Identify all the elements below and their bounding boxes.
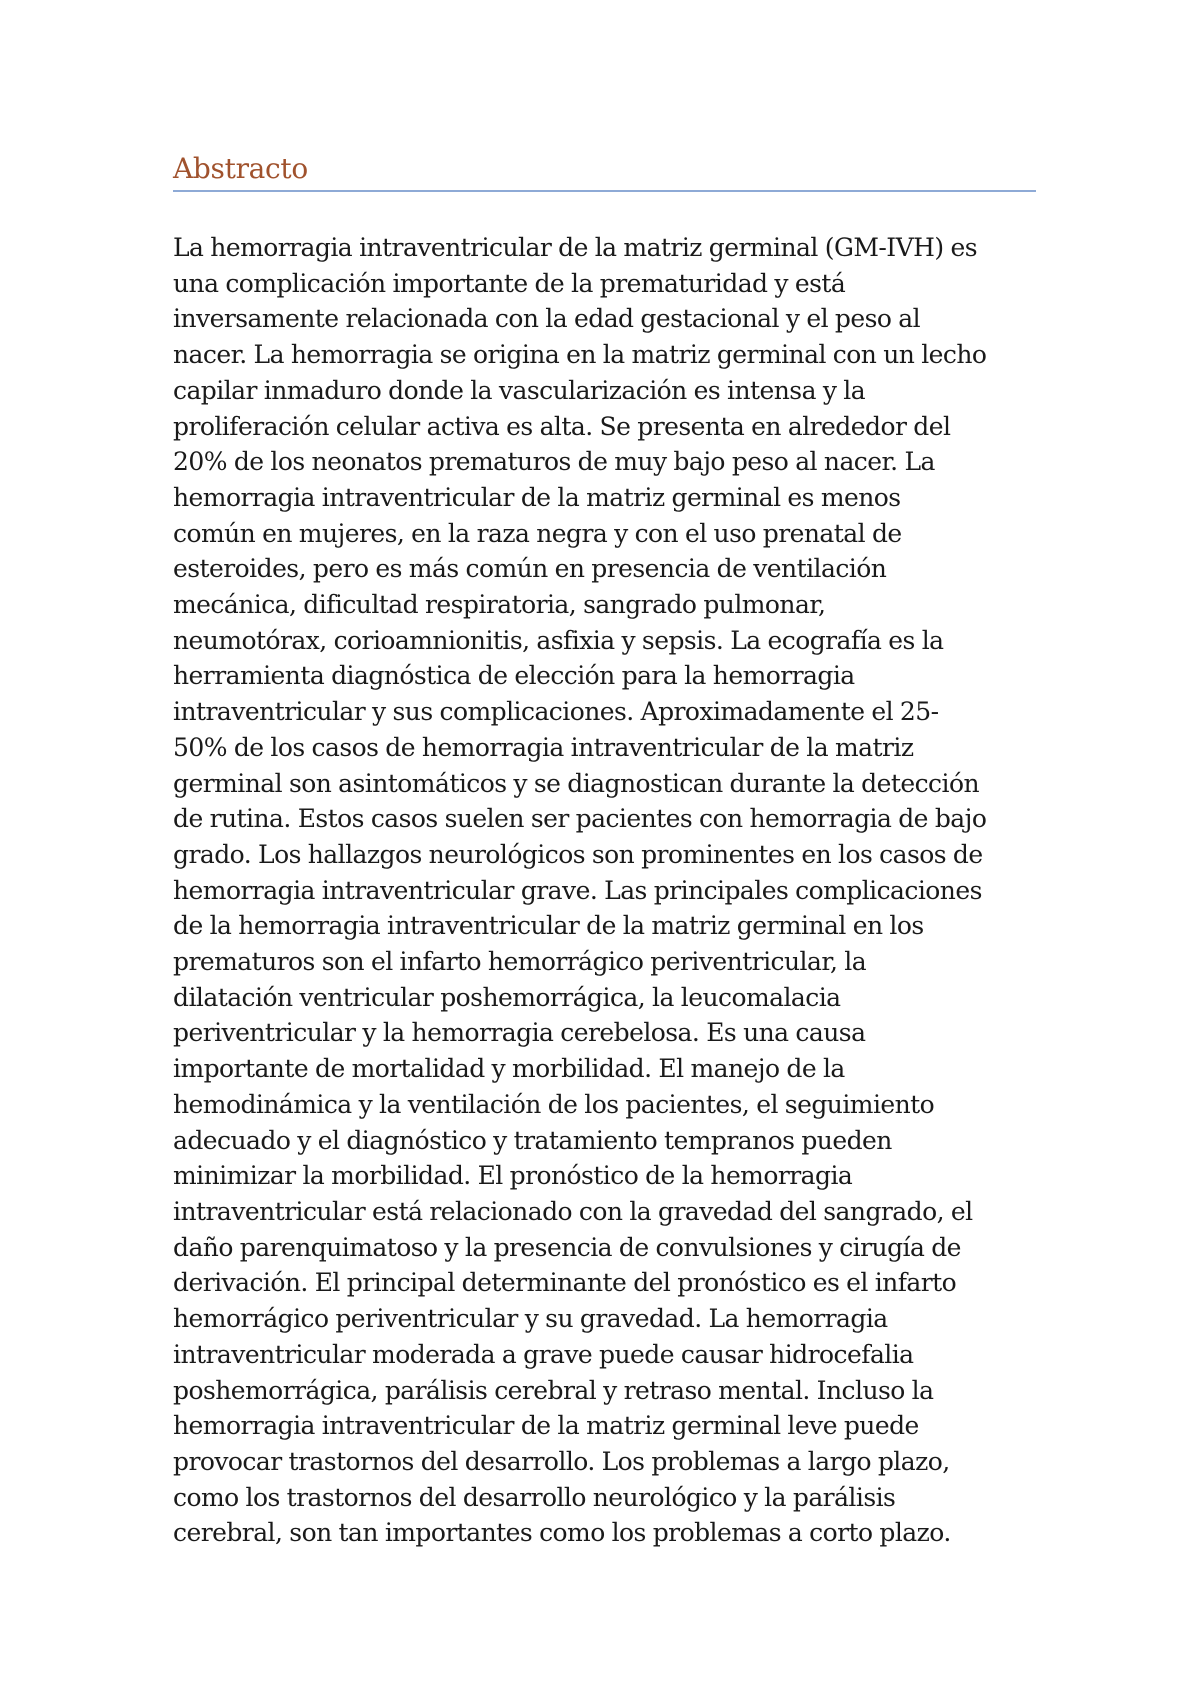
abstract-line: común en mujeres, en la raza negra y con el uso prenatal de: [173, 518, 902, 548]
abstract-line: hemorrágico periventricular y su gravedad. La hemorragia: [173, 1304, 888, 1334]
abstract-line: 20% de los neonatos prematuros de muy bajo peso al nacer. La: [173, 447, 935, 477]
abstract-line: como los trastornos del desarrollo neurológico y la parálisis: [173, 1482, 896, 1512]
abstract-line: herramienta diagnóstica de elección para la hemorragia: [173, 661, 855, 691]
abstract-line: cerebral, son tan importantes como los problemas a corto plazo.: [173, 1518, 951, 1548]
abstract-line: mecánica, dificultad respiratoria, sangrado pulmonar,: [173, 590, 826, 620]
abstract-line: de la hemorragia intraventricular de la matriz germinal en los: [173, 911, 924, 941]
abstract-line: grado. Los hallazgos neurológicos son prominentes en los casos de: [173, 839, 983, 869]
abstract-line: capilar inmaduro donde la vascularización es intensa y la: [173, 375, 866, 405]
abstract-line: hemorragia intraventricular grave. Las principales complicaciones: [173, 875, 982, 905]
abstract-line: proliferación celular activa es alta. Se presenta en alrededor del: [173, 411, 951, 441]
abstract-line: periventricular y la hemorragia cerebelosa. Es una causa: [173, 1018, 866, 1048]
abstract-line: dilatación ventricular poshemorrágica, la leucomalacia: [173, 982, 841, 1012]
abstract-body: [173, 230, 1043, 1551]
abstract-line: intraventricular y sus complicaciones. Aproximadamente el 25-: [173, 697, 939, 727]
abstract-line: inversamente relacionada con la edad gestacional y el peso al: [173, 304, 921, 334]
abstract-line: poshemorrágica, parálisis cerebral y retraso mental. Incluso la: [173, 1375, 934, 1405]
abstract-line: daño parenquimatoso y la presencia de convulsiones y cirugía de: [173, 1232, 961, 1262]
page-title: Abstracto: [173, 152, 308, 185]
abstract-line: esteroides, pero es más común en presencia de ventilación: [173, 554, 887, 584]
abstract-line: adecuado y el diagnóstico y tratamiento tempranos pueden: [173, 1125, 892, 1155]
abstract-line: minimizar la morbilidad. El pronóstico de la hemorragia: [173, 1161, 853, 1191]
abstract-line: intraventricular está relacionado con la gravedad del sangrado, el: [173, 1196, 973, 1226]
abstract-line: intraventricular moderada a grave puede causar hidrocefalia: [173, 1339, 914, 1369]
abstract-line: importante de mortalidad y morbilidad. El manejo de la: [173, 1054, 845, 1084]
abstract-line: de rutina. Estos casos suelen ser pacientes con hemorragia de bajo: [173, 804, 987, 834]
abstract-line: hemorragia intraventricular de la matriz germinal leve puede: [173, 1411, 919, 1441]
abstract-line: germinal son asintomáticos y se diagnostican durante la detección: [173, 768, 980, 798]
abstract-line: nacer. La hemorragia se origina en la matriz germinal con un lecho: [173, 340, 987, 370]
abstract-line: hemodinámica y la ventilación de los pacientes, el seguimiento: [173, 1089, 935, 1119]
abstract-line: derivación. El principal determinante del pronóstico es el infarto: [173, 1268, 957, 1298]
heading-block: [173, 150, 1036, 192]
abstract-line: prematuros son el infarto hemorrágico periventricular, la: [173, 947, 867, 977]
abstract-line: La hemorragia intraventricular de la matriz germinal (GM-IVH) es: [173, 233, 978, 262]
abstract-line: provocar trastornos del desarrollo. Los problemas a largo plazo,: [173, 1446, 950, 1476]
abstract-line: 50% de los casos de hemorragia intraventricular de la matriz: [173, 732, 914, 762]
abstract-line: una complicación importante de la prematuridad y está: [173, 268, 846, 298]
title-underline: [173, 190, 1036, 192]
abstract-line: hemorragia intraventricular de la matriz germinal es menos: [173, 482, 901, 512]
abstract-line: neumotórax, corioamnionitis, asfixia y sepsis. La ecografía es la: [173, 625, 944, 655]
